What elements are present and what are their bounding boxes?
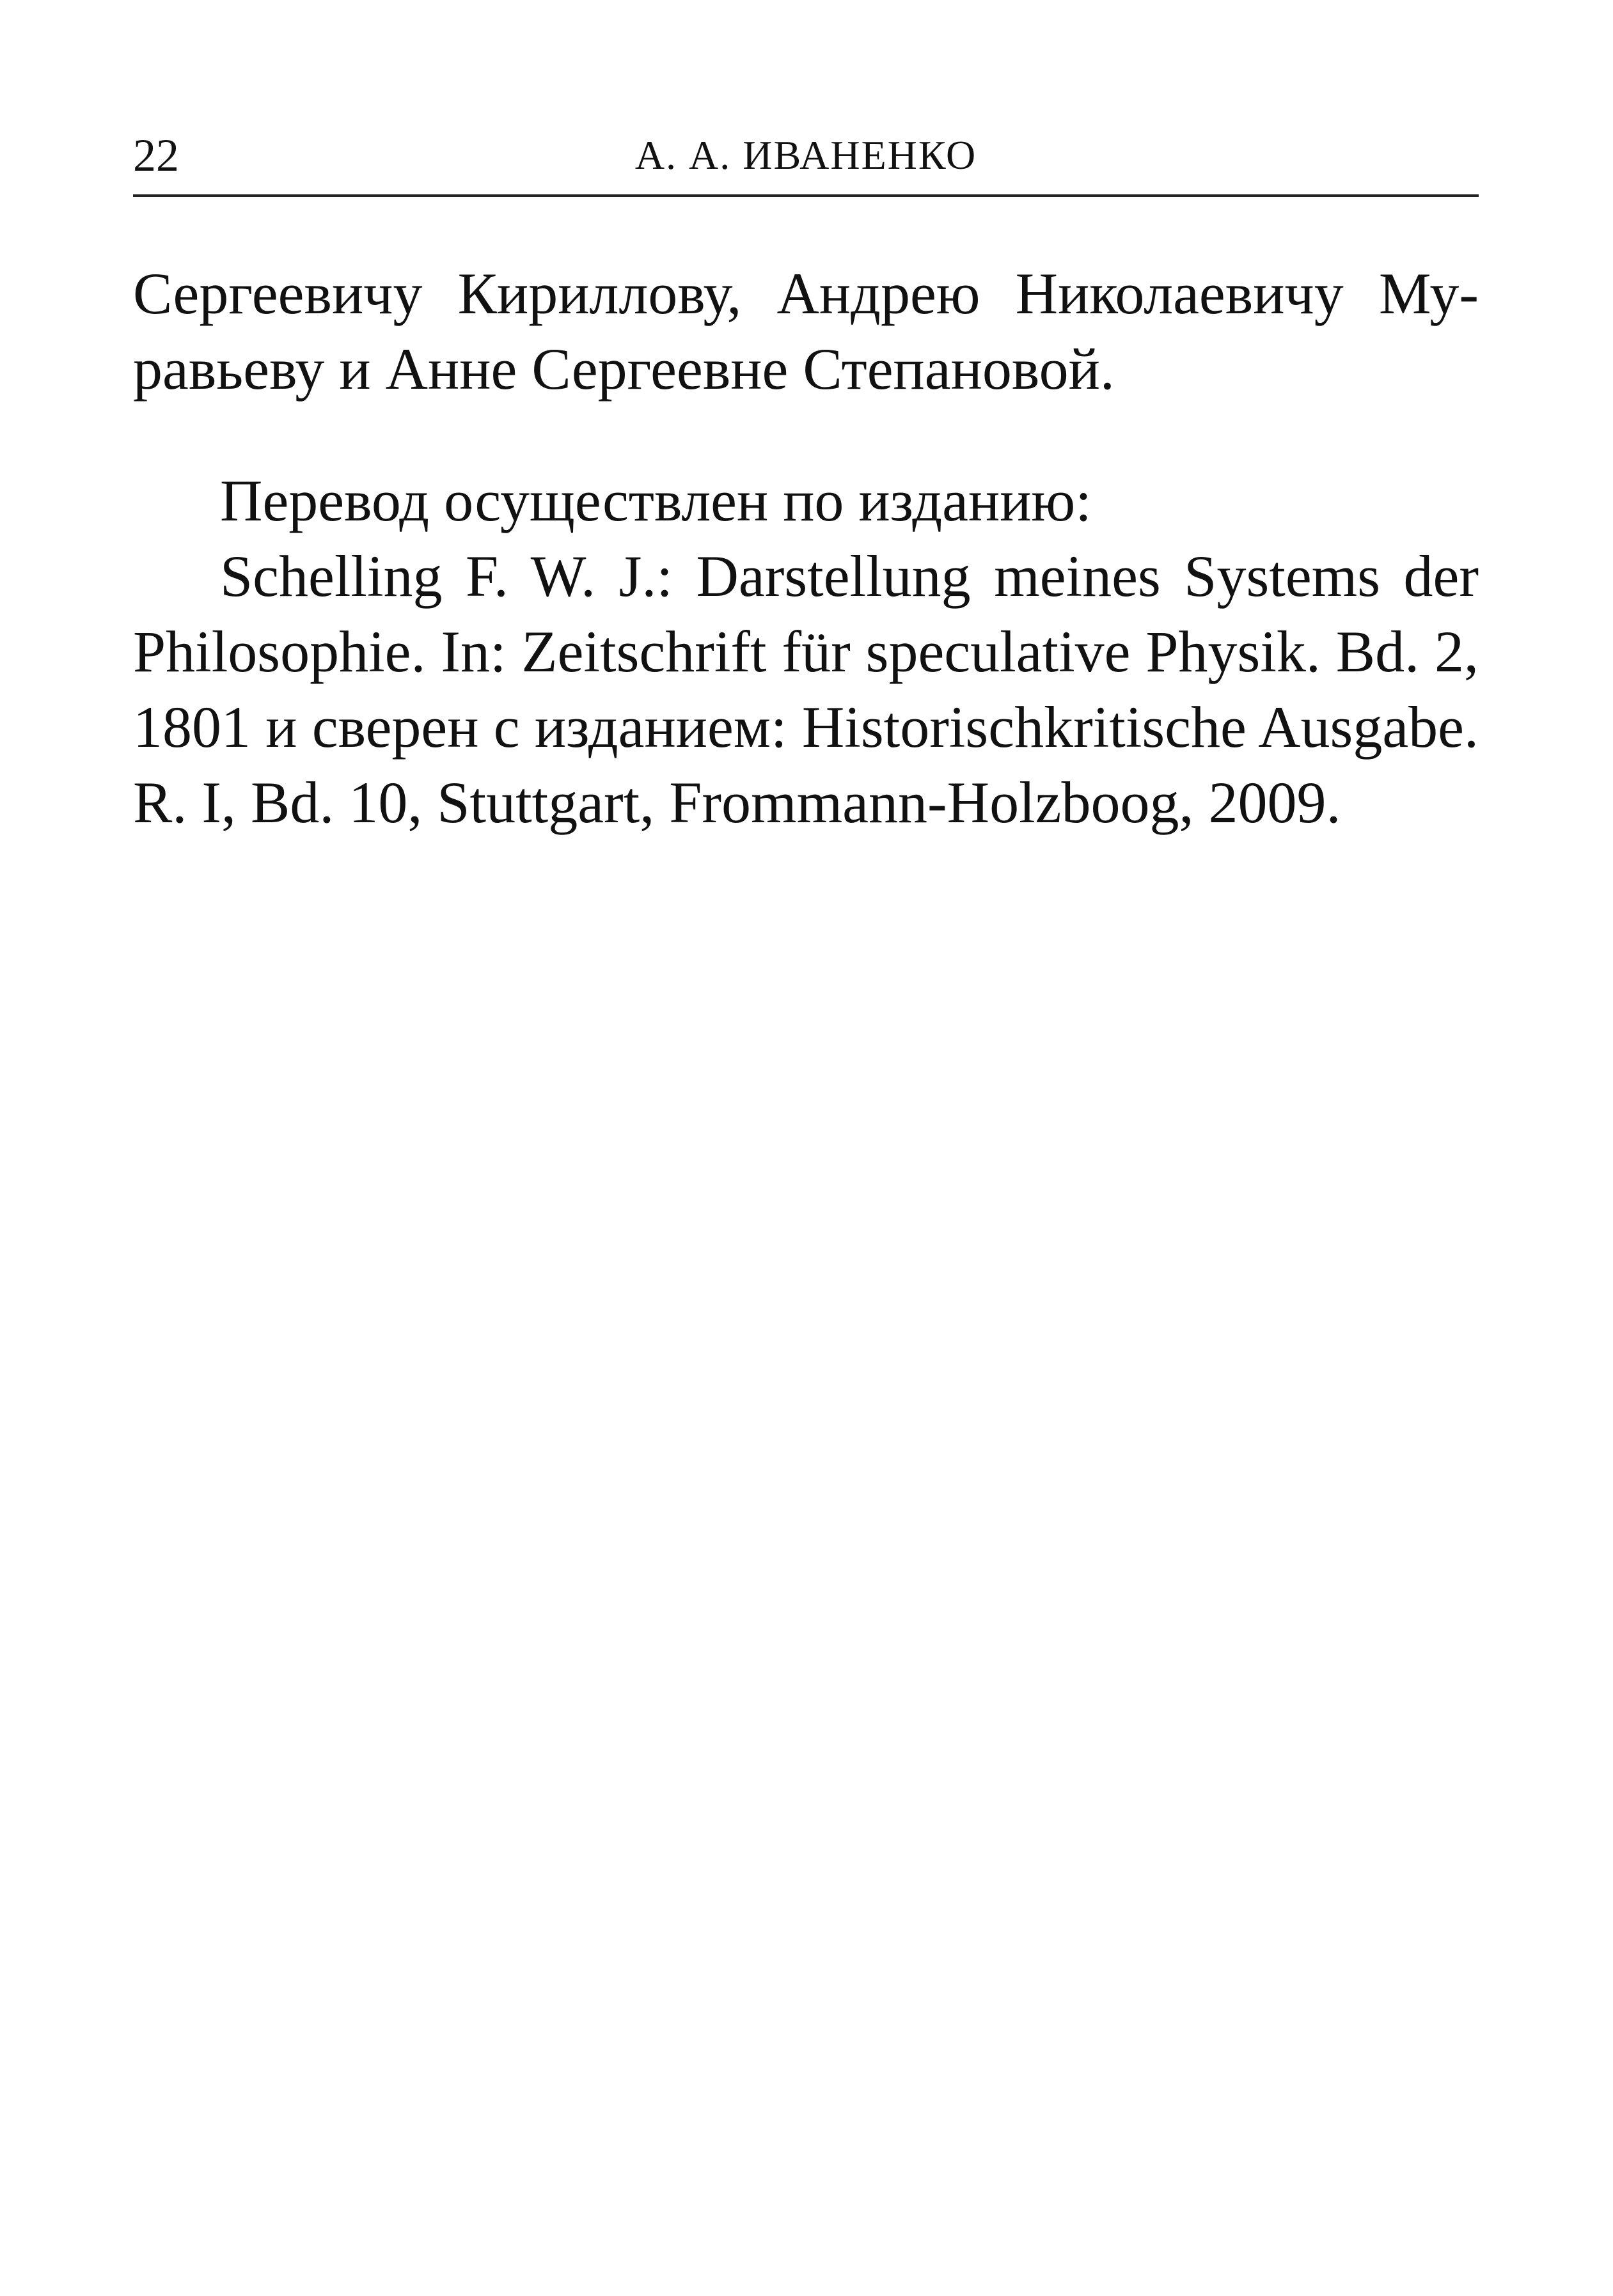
- body-text: [133, 256, 1479, 840]
- header-rule: [133, 194, 1479, 197]
- text-line: R. I, Bd. 10, Stuttgart, Frommann-Holzboog, 2009.: [133, 770, 1341, 835]
- text-line: Сергеевичу Кириллову, Андрею Николаевичу Му-: [133, 261, 1479, 326]
- running-title: А. А. ИВАНЕНКО: [634, 132, 977, 178]
- text-line: Перевод осуществлен по изданию:: [220, 468, 1092, 533]
- text-line: Philosophie. In: Zeitschrift für speculative Physik. Bd. 2,: [133, 619, 1479, 684]
- acknowledgement-paragraph: [133, 256, 1479, 407]
- running-head: [133, 120, 1479, 191]
- text-line: 1801 и сверен с изданием: Historischkritische Ausgabe.: [133, 694, 1479, 760]
- source-citation-paragraph: [133, 538, 1479, 840]
- text-line: Schelling F. W. J.: Darstellung meines Systems der: [220, 543, 1479, 609]
- paragraph-gap: [133, 407, 1479, 463]
- translation-note-heading: [133, 463, 1479, 538]
- text-line: равьеву и Анне Сергеевне Степановой.: [133, 336, 1115, 402]
- page-number: 22: [133, 130, 179, 181]
